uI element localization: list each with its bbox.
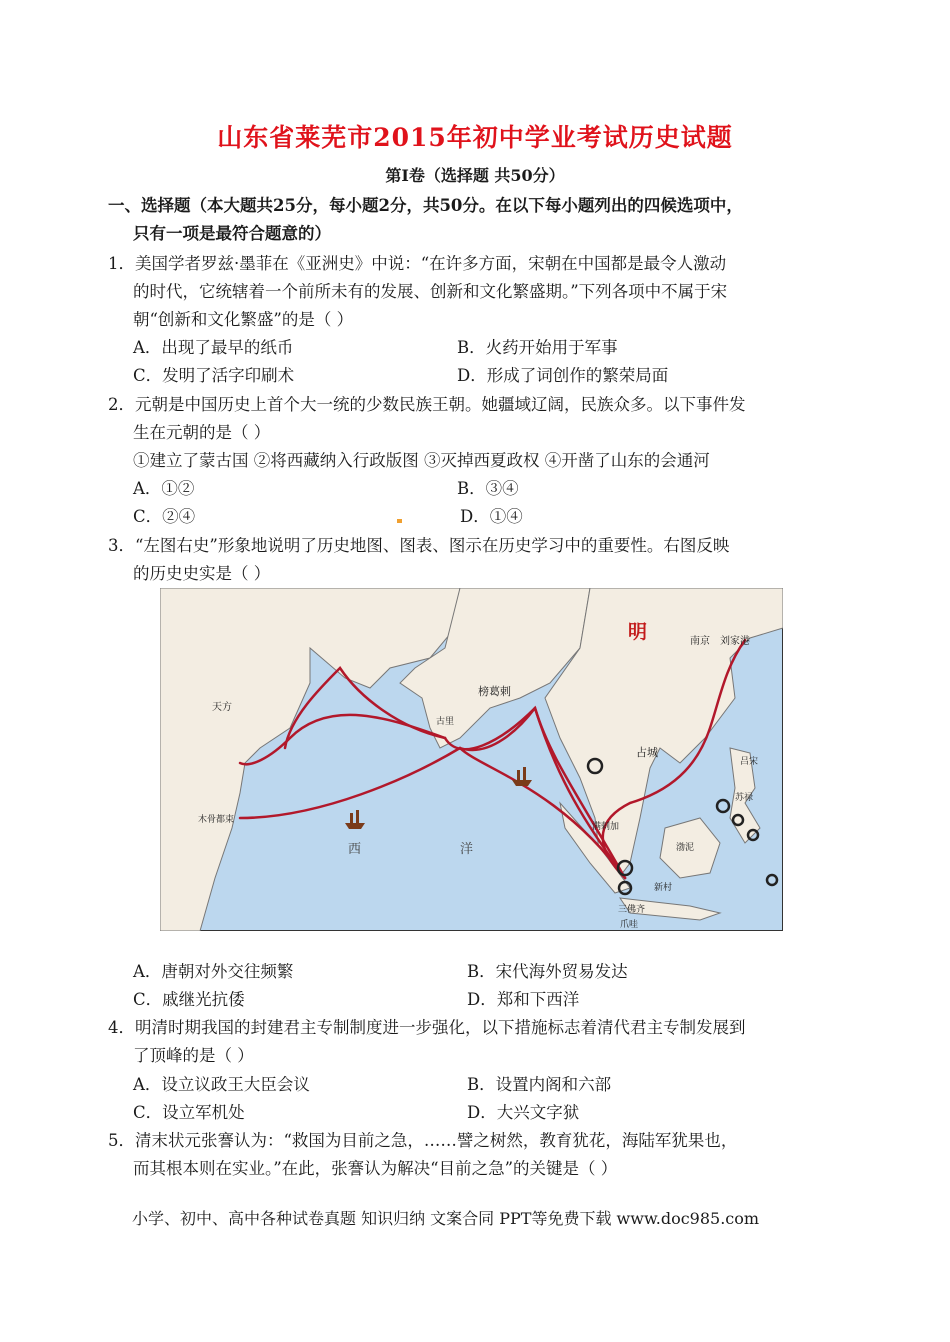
section-heading: 一、选择题（本大题共25分，每小题2分，共50分。在以下每小题列出的四候选项中， xyxy=(108,196,743,215)
map-label-zhancheng: 占城 xyxy=(636,747,658,759)
map-label-sanfoqi: 三佛齐 xyxy=(618,904,646,914)
map-label-mugudushu: 木骨都束 xyxy=(198,814,235,824)
map-label-manlajia: 满剌加 xyxy=(592,821,620,831)
question-2-option-b[interactable]: B．③④ xyxy=(457,479,519,498)
question-4-option-c[interactable]: C．设立军机处 xyxy=(133,1103,245,1122)
map-label-lusong: 吕宋 xyxy=(740,756,759,766)
question-3-line: 的历史史实是（ ） xyxy=(133,564,271,583)
question-3-option-c[interactable]: C．戚继光抗倭 xyxy=(133,990,245,1009)
map-label-zhuawa: 爪哇 xyxy=(620,919,639,929)
page-footer: 小学、初中、高中各种试卷真题 知识归纳 文案合同 PPT等免费下载 www.doc985.com xyxy=(132,1209,760,1228)
zheng-he-voyage-map xyxy=(160,588,783,931)
map-label-sulu: 苏禄 xyxy=(735,792,754,802)
question-4-option-a[interactable]: A．设立议政王大臣会议 xyxy=(133,1075,310,1094)
part-title: 第I卷（选择题 共50分） xyxy=(385,166,565,185)
question-4-option-b[interactable]: B．设置内阁和六部 xyxy=(467,1075,612,1094)
map-label-bangala: 榜葛剌 xyxy=(478,686,511,698)
question-1-option-a[interactable]: A．出现了最早的纸币 xyxy=(133,338,294,357)
map-label-yang: 洋 xyxy=(460,841,474,856)
map-label-xi: 西 xyxy=(348,841,362,856)
question-2-option-d[interactable]: D．①④ xyxy=(460,507,523,526)
question-2-line: 生在元朝的是（ ） xyxy=(133,423,271,442)
section-heading-cont: 只有一项是最符合题意的） xyxy=(133,224,331,243)
map-label-tianfang: 天方 xyxy=(212,702,232,713)
question-1-option-c[interactable]: C．发明了活字印刷术 xyxy=(133,366,295,385)
question-5-line: 5．清末状元张謇认为：“救国为目前之急，……譬之树然，教育犹花，海陆军犹果也， xyxy=(108,1131,738,1150)
map-label-xincun: 新村 xyxy=(654,882,673,892)
map-label-guli: 古里 xyxy=(436,716,455,726)
question-4-line: 4．明清时期我国的封建君主专制制度进一步强化，以下措施标志着清代君主专制发展到 xyxy=(108,1018,746,1037)
question-1-line: 的时代，它统辖着一个前所未有的发展、创新和文化繁盛期。”下列各项中不属于宋 xyxy=(133,282,728,301)
question-5-line: 而其根本则在实业。”在此，张謇认为解决“目前之急”的关键是（ ） xyxy=(133,1159,618,1178)
map-label-boni: 渤泥 xyxy=(676,842,695,852)
question-3-option-d[interactable]: D．郑和下西洋 xyxy=(467,990,580,1009)
question-3-option-a[interactable]: A．唐朝对外交往频繁 xyxy=(133,962,294,981)
question-3-line: 3．“左图右史”形象地说明了历史地图、图表、图示在历史学习中的重要性。右图反映 xyxy=(108,536,730,555)
question-2-option-a[interactable]: A．①② xyxy=(133,479,195,498)
question-2-statements: ①建立了蒙古国 ②将西藏纳入行政版图 ③灭掉西夏政权 ④开凿了山东的会通河 xyxy=(133,451,710,470)
question-1-option-b[interactable]: B．火药开始用于军事 xyxy=(457,338,618,357)
scan-artifact-dot xyxy=(397,519,402,523)
question-1-option-d[interactable]: D．形成了词创作的繁荣局面 xyxy=(457,366,669,385)
question-4-option-d[interactable]: D．大兴文字狱 xyxy=(467,1103,580,1122)
question-1-line: 1．美国学者罗兹·墨菲在《亚洲史》中说：“在许多方面，宋朝在中国都是最令人激动 xyxy=(108,254,727,273)
question-3-option-b[interactable]: B．宋代海外贸易发达 xyxy=(467,962,628,981)
map-label-ming: 明 xyxy=(628,622,648,643)
map-label-liujiagang: 刘家港 xyxy=(720,636,750,647)
exam-title: 山东省莱芜市2015年初中学业考试历史试题 xyxy=(217,123,733,152)
question-2-line: 2．元朝是中国历史上首个大一统的少数民族王朝。她疆域辽阔，民族众多。以下事件发 xyxy=(108,395,746,414)
question-1-line: 朝“创新和文化繁盛”的是（ ） xyxy=(133,310,354,329)
question-4-line: 了顶峰的是（ ） xyxy=(133,1046,254,1065)
question-2-option-c[interactable]: C．②④ xyxy=(133,507,196,526)
map-label-nanjing: 南京 xyxy=(690,636,710,647)
